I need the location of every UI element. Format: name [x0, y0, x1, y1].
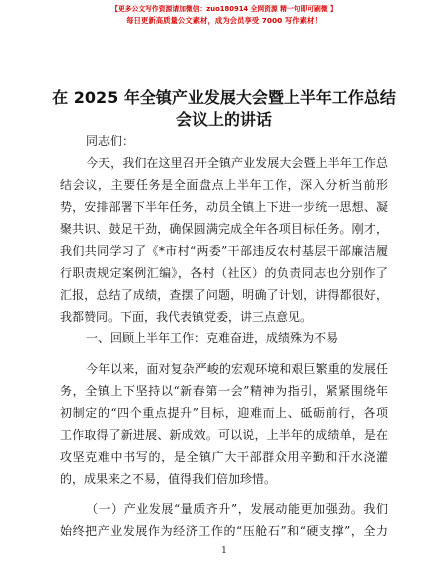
paragraph-line: 我都赞同。下面，我代表镇党委，讲三点意见。	[60, 310, 313, 324]
paragraph-line: 今天，我们在这里召开全镇产业发展大会暨上半年工作总	[86, 156, 388, 170]
document-title-line-2: 会议上的讲话	[175, 110, 272, 129]
paragraph-line: 今年以来，面对复杂严峻的宏观环境和艰巨繁重的发展任	[86, 362, 388, 376]
paragraph-line: （一）产业发展“量质齐升”，发展动能更加强劲。我们	[86, 502, 388, 516]
paragraph-line: 攻坚克难中书写的，是全镇广大干部群众用辛勤和汗水浇灌	[60, 450, 388, 464]
paragraph-line: 工作取得了新进展、新成效。可以说，上半年的成绩单，是在	[60, 428, 388, 442]
paragraph-line: 我们共同学习了《*市村“两委”干部违反农村基层干部廉洁履	[60, 244, 388, 258]
paragraph-line: 行职责规定案例汇编》，各村（社区）的负责同志也分别作了	[60, 266, 388, 280]
section-heading-1: 一、回顾上半年工作：克难奋进，成绩殊为不易	[86, 331, 339, 345]
promo-banner-line-2: 每日更新高质量公文素材，成为会员享受 7000 写作素材！	[126, 16, 322, 25]
paragraph-line: 结会议，主要任务是全面盘点上半年工作，深入分析当前形	[60, 178, 388, 192]
paragraph-line: 初制定的“四个重点提升”目标，迎难而上、砥砺前行，各项	[60, 406, 388, 420]
document-title-line-1: 在 2025 年全镇产业发展大会暨上半年工作总结	[52, 88, 396, 107]
paragraph-line: 势，安排部署下半年任务，动员全镇上下进一步统一思想、凝	[60, 200, 388, 214]
page-number: 1	[221, 546, 227, 556]
paragraph-line: 的，成果来之不易，值得我们倍加珍惜。	[60, 472, 277, 486]
paragraph-line: 务，全镇上下坚持以“新春第一会”精神为指引，紧紧围绕年	[60, 384, 388, 398]
salutation: 同志们：	[86, 134, 135, 148]
paragraph-line: 聚共识、鼓足干劲，确保圆满完成全年各项目标任务。刚才，	[60, 222, 388, 236]
paragraph-line: 始终把产业发展作为经济工作的“压舱石”和“硬支撑”，全力	[60, 524, 388, 538]
paragraph-line: 汇报，总结了成绩，查摆了问题，明确了计划，讲得都很好，	[60, 288, 388, 302]
promo-banner-line-1: 【更多公文写作资源请加微信：zuo180914 全网资源 精一句即可刷微 】	[111, 5, 337, 13]
